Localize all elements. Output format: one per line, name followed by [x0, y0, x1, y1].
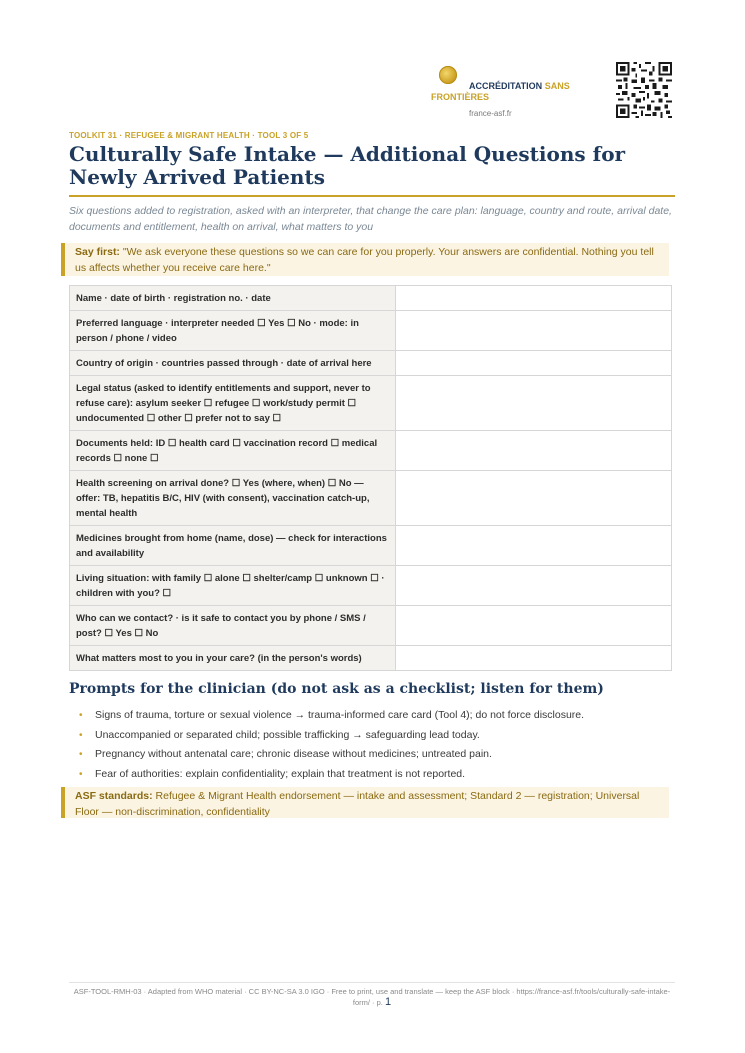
title-line-1: Culturally Safe Intake — Additional Questions for — [69, 142, 626, 166]
form-question: Name · date of birth · registration no. · date — [70, 286, 396, 311]
form-answer-field[interactable] — [396, 606, 672, 646]
form-question: Country of origin · countries passed through · date of arrival here — [70, 351, 396, 376]
say-first-text: "We ask everyone these questions so we can care for you properly. Your answers are confidential. Nothing you tell us affects whether you receive care here." — [75, 246, 654, 274]
table-row — [70, 376, 672, 431]
form-question: Documents held: ID ☐ health card ☐ vaccination record ☐ medical records ☐ none ☐ — [70, 431, 396, 471]
prompt-text: Fear of authorities: explain confidentiality; explain that treatment is not reported. — [95, 768, 466, 781]
say-first-callout — [61, 243, 669, 276]
prompt-text: Signs of trauma, torture or sexual violence → trauma-informed care card (Tool 4); do not force disclosure. — [95, 709, 585, 721]
form-answer-field[interactable] — [396, 526, 672, 566]
form-answer-field[interactable] — [396, 376, 672, 431]
table-row — [70, 606, 672, 646]
form-question: Health screening on arrival done? ☐ Yes (where, when) ☐ No — offer: TB, hepatitis B/C, HIV (with consent), vaccination catch-up, mental health — [70, 471, 396, 526]
asf-standards-text: Refugee & Migrant Health endorsement — intake and assessment; Standard 2 — registration; Universal Floor — non-discrimination, confidentiality — [75, 790, 640, 818]
footer-divider — [69, 982, 675, 983]
form-question: Medicines brought from home (name, dose) — check for interactions and availability — [70, 526, 396, 566]
form-question: Preferred language · interpreter needed ☐ Yes ☐ No · mode: in person / phone / video — [70, 311, 396, 351]
logo-wordmark — [431, 81, 591, 103]
form-question: Legal status (asked to identify entitlements and support, never to refuse care): asylum seeker ☐ refugee ☐ work/study permit ☐ undocumented ☐ other ☐ prefer not to say ☐ — [70, 376, 396, 431]
bullet-icon: • — [79, 710, 83, 721]
title-divider — [69, 195, 675, 197]
table-row — [70, 566, 672, 606]
table-row — [70, 351, 672, 376]
logo-primary: ACCRÉDITATION — [469, 81, 543, 91]
list-item — [79, 745, 679, 765]
form-answer-field[interactable] — [396, 566, 672, 606]
form-question: Living situation: with family ☐ alone ☐ shelter/camp ☐ unknown ☐ · children with you? ☐ — [70, 566, 396, 606]
form-question: What matters most to you in your care? (in the person's words) — [70, 646, 396, 671]
form-question: Who can we contact? · is it safe to contact you by phone / SMS / post? ☐ Yes ☐ No — [70, 606, 396, 646]
form-answer-field[interactable] — [396, 431, 672, 471]
bullet-icon: • — [79, 749, 83, 761]
list-item — [79, 765, 679, 785]
table-row — [70, 646, 672, 671]
say-first-label: Say first: — [75, 246, 120, 258]
prompts-heading: Prompts for the clinician (do not ask as a checklist; listen for them) — [69, 681, 604, 697]
table-row — [70, 286, 672, 311]
logo-url: france-asf.fr — [469, 109, 512, 118]
bullet-icon: • — [79, 729, 83, 741]
prompt-text: Pregnancy without antenatal care; chronic disease without medicines; untreated pain. — [95, 748, 492, 761]
prompt-text: Unaccompanied or separated child; possible trafficking → safeguarding lead today. — [95, 728, 480, 741]
table-row — [70, 431, 672, 471]
footer-text: ASF-TOOL-RMH-03 · Adapted from WHO material · CC BY-NC-SA 3.0 IGO · Free to print, use and translate — keep the ASF block · https://france-asf.fr/tools/culturally-safe-intake-form/ · p. — [73, 987, 671, 1007]
form-answer-field[interactable] — [396, 351, 672, 376]
page-title — [69, 143, 679, 189]
qr-code-icon — [616, 62, 672, 118]
list-item — [79, 726, 679, 746]
form-answer-field[interactable] — [396, 311, 672, 351]
table-row — [70, 471, 672, 526]
page-number: 1 — [384, 996, 392, 1008]
intake-form-table — [69, 285, 672, 671]
page-footer — [69, 986, 675, 1008]
asf-standards-label: ASF standards: — [75, 790, 153, 802]
asf-standards-callout — [61, 787, 669, 818]
form-answer-field[interactable] — [396, 646, 672, 671]
table-row — [70, 526, 672, 566]
table-row — [70, 311, 672, 351]
list-item — [79, 706, 679, 726]
form-answer-field[interactable] — [396, 286, 672, 311]
intro-text: Six questions added to registration, asked with an interpreter, that change the care plan: language, country and route, arrival date, documents and entitlement, health on arrival, what matters to you — [69, 205, 672, 233]
toolkit-eyebrow: TOOLKIT 31 · REFUGEE & MIGRANT HEALTH · TOOL 3 OF 5 — [69, 131, 309, 140]
logo-accent: SANS FRONTIÈRES — [431, 81, 570, 102]
prompts-list — [79, 706, 679, 785]
title-line-2: Newly Arrived Patients — [69, 165, 325, 189]
form-answer-field[interactable] — [396, 471, 672, 526]
bullet-icon: • — [79, 769, 83, 781]
